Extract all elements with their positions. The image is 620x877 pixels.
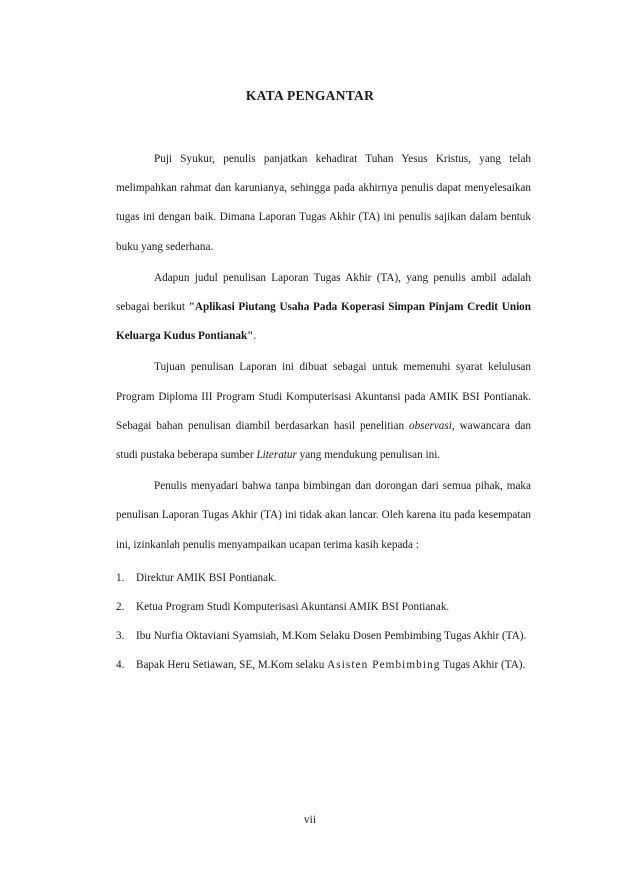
paragraph-thanks: Penulis menyadari bahwa tanpa bimbingan dan dorongan dari semua pihak, maka penulisan Laporan Tugas Akhir (TA) ini tidak akan lancar. Oleh karena itu pada kesempatan ini, izinkanlah penulis menyampaikan ucapan terima kasih kepada :: [116, 480, 531, 551]
paragraph-text: .: [253, 330, 257, 343]
italic-term: Literatur: [256, 449, 297, 462]
paragraph-title-info: [116, 264, 531, 352]
page-title: KATA PENGANTAR: [245, 88, 375, 103]
paragraph-text: , wawancara dan studi pustaka beberapa sumber: [116, 419, 531, 462]
list-item: [116, 622, 531, 651]
document-body: [116, 145, 531, 681]
list-number: 3.: [116, 630, 125, 643]
list-item: [116, 564, 531, 593]
list-number: 4.: [116, 659, 125, 672]
italic-term: observasi: [408, 419, 452, 432]
thanks-list: [116, 564, 531, 681]
list-text: Bapak Heru Setiawan, SE, M.Kom selaku: [136, 659, 328, 672]
report-title: "Aplikasi Piutang Usaha Pada Koperasi Simpan Pinjam Credit Union Keluarga Kudus Pontianak": [116, 301, 531, 343]
list-number: 1.: [116, 571, 125, 584]
list-item: [116, 651, 531, 680]
paragraph-text: yang mendukung penulisan ini.: [296, 449, 441, 462]
paragraph-text: Adapun judul penulisan Laporan Tugas Akhir (TA), yang penulis ambil adalah sebagai berikut: [116, 271, 531, 314]
page-number: vii: [303, 814, 317, 826]
list-text: Ketua Program Studi Komputerisasi Akuntansi AMIK BSI Pontianak.: [136, 601, 450, 614]
list-number: 2.: [116, 601, 125, 614]
list-text: Tugas Akhir (TA).: [440, 659, 526, 672]
list-text: Direktur AMIK BSI Pontianak.: [136, 571, 277, 584]
list-text-spaced: Asisten Pembimbing: [327, 659, 441, 672]
paragraph-text: Tujuan penulisan Laporan ini dibuat sebagai untuk memenuhi syarat kelulusan Program Diploma III Program Studi Komputerisasi Akuntansi pada AMIK BSI Pontianak. Sebagai bahan penulisan diambil berdasarkan hasil penelitian: [116, 361, 531, 432]
paragraph-purpose: [116, 353, 531, 470]
paragraph-gratitude: Puji Syukur, penulis panjatkan kehadirat Tuhan Yesus Kristus, yang telah melimpahkan rahmat dan karunianya, sehingga pada akhirnya penulis dapat menyelesaikan tugas ini dengan baik. Dimana Laporan Tugas Akhir (TA) ini penulis sajikan dalam bentuk buku yang sederhana.: [116, 153, 531, 253]
list-text: Ibu Nurfia Oktaviani Syamsiah, M.Kom Selaku Dosen Pembimbing Tugas Akhir (TA).: [136, 630, 527, 643]
list-item: [116, 593, 531, 622]
